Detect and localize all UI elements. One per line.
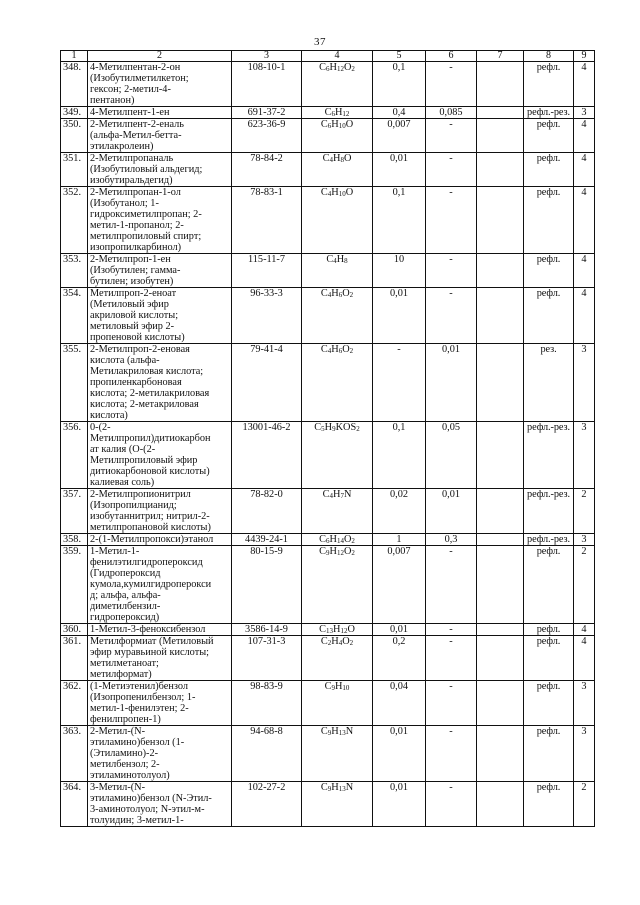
substance-name-line: кумола,кумилгидроперокси [90, 579, 212, 590]
chemical-formula: $C_6H_{14}O_2$ [302, 534, 373, 546]
value-col-8: рефл.-рез. [524, 107, 574, 119]
cas-number: 691-37-2 [232, 107, 302, 119]
value-col-7 [477, 254, 524, 288]
value-col-7 [477, 681, 524, 726]
substance-name-line: фенилпропен-1) [90, 714, 161, 725]
col-header-3: 3 [232, 51, 302, 62]
value-col-9: 3 [574, 107, 595, 119]
substance-name-line: метилформат) [90, 669, 152, 680]
value-col-5: 0,4 [373, 107, 426, 119]
chemical-formula: $C_9H_{10}$ [302, 681, 373, 726]
col-header-8: 8 [524, 51, 574, 62]
cas-number: 107-31-3 [232, 636, 302, 681]
substance-name-line: 3-Метил-(N- [90, 782, 146, 793]
substance-name-line: 2-Метилпроп-2-еновая [90, 344, 190, 355]
substance-name-line: кислота; 2-метакриловая [90, 399, 199, 410]
substance-name-line: этиламинотолуол) [90, 770, 170, 781]
substance-name-line: (альфа-Метил-бетта- [90, 130, 182, 141]
value-col-5: 0,01 [373, 153, 426, 187]
value-col-6: - [426, 288, 477, 344]
value-col-9: 4 [574, 288, 595, 344]
substance-name-line: Метилпроп-2-еноат [90, 288, 177, 299]
chemical-formula: $C_9H_{13}N$ [302, 726, 373, 782]
substance-name-line: фенилэтилгидропероксид [90, 557, 203, 568]
table-row [61, 681, 595, 726]
cas-number: 13001-46-2 [232, 422, 302, 489]
cas-number: 102-27-2 [232, 782, 302, 827]
value-col-5: 0,2 [373, 636, 426, 681]
col-header-7: 7 [477, 51, 524, 62]
substance-name-line: (Метиловый эфир [90, 299, 169, 310]
substance-name-line: этилакролеин) [90, 141, 154, 152]
col-header-5: 5 [373, 51, 426, 62]
substance-name [88, 254, 232, 288]
cas-number: 78-82-0 [232, 489, 302, 534]
row-number: 358. [61, 534, 88, 546]
cas-number: 623-36-9 [232, 119, 302, 153]
value-col-8: рефл. [524, 681, 574, 726]
value-col-6: - [426, 681, 477, 726]
value-col-6: - [426, 624, 477, 636]
substance-name-line: толуидин; 3-метил-1- [90, 815, 184, 826]
value-col-6: - [426, 726, 477, 782]
row-number: 350. [61, 119, 88, 153]
value-col-8: рефл. [524, 288, 574, 344]
row-number: 363. [61, 726, 88, 782]
value-col-7 [477, 624, 524, 636]
cas-number: 3586-14-9 [232, 624, 302, 636]
chemical-formula: $C_{13}H_{12}O$ [302, 624, 373, 636]
value-col-5: 0,007 [373, 119, 426, 153]
value-col-8: рефл. [524, 254, 574, 288]
table-row [61, 624, 595, 636]
value-col-7 [477, 726, 524, 782]
value-col-8: рефл. [524, 624, 574, 636]
substance-name-line: 2-(1-Метилпропокси)этанол [90, 534, 214, 545]
row-number: 357. [61, 489, 88, 534]
page-number: 37 [314, 36, 326, 48]
substance-name-line: пентанон) [90, 95, 135, 106]
substance-name-line: диметилбензил- [90, 601, 161, 612]
value-col-9: 4 [574, 62, 595, 107]
col-header-1: 1 [61, 51, 88, 62]
chemical-formula: $C_5H_9KOS_2$ [302, 422, 373, 489]
row-number: 354. [61, 288, 88, 344]
value-col-9: 3 [574, 726, 595, 782]
substance-name [88, 422, 232, 489]
value-col-9: 2 [574, 546, 595, 624]
value-col-7 [477, 187, 524, 254]
substance-name-line: метилпропиловый спирт; [90, 231, 202, 242]
value-col-7 [477, 107, 524, 119]
substance-name [88, 636, 232, 681]
substance-name-line: (1-Метиэтенил)бензол [90, 681, 189, 692]
value-col-6: 0,3 [426, 534, 477, 546]
value-col-9: 4 [574, 119, 595, 153]
value-col-5: 0,007 [373, 546, 426, 624]
value-col-9: 2 [574, 489, 595, 534]
chemical-formula: $C_6H_{12}O_2$ [302, 62, 373, 107]
value-col-9: 2 [574, 782, 595, 827]
cas-number: 78-84-2 [232, 153, 302, 187]
value-col-5: 0,04 [373, 681, 426, 726]
value-col-6: - [426, 153, 477, 187]
substance-name-line: изопропилкарбинол) [90, 242, 182, 253]
substance-name-line: 2-Метилпропаналь [90, 153, 174, 164]
substance-name-line: (Изобутилметилкетон; [90, 73, 189, 84]
cas-number: 94-68-8 [232, 726, 302, 782]
row-number: 362. [61, 681, 88, 726]
value-col-9: 4 [574, 636, 595, 681]
substance-name-line: кислота) [90, 410, 128, 421]
table-row [61, 288, 595, 344]
substance-name [88, 546, 232, 624]
substance-name [88, 489, 232, 534]
substance-name-line: Метилпропил)дитиокарбон [90, 433, 211, 444]
value-col-6: 0,01 [426, 344, 477, 422]
cas-number: 108-10-1 [232, 62, 302, 107]
substance-name-line: (Гидропероксид [90, 568, 161, 579]
value-col-8: рефл.-рез. [524, 534, 574, 546]
substance-name-line: 2-Метилпропан-1-ол [90, 187, 181, 198]
table-row [61, 107, 595, 119]
table-row [61, 422, 595, 489]
chemical-formula: $C_4H_6O_2$ [302, 288, 373, 344]
substance-table [60, 50, 595, 827]
value-col-7 [477, 782, 524, 827]
substance-name [88, 681, 232, 726]
value-col-8: рефл.-рез. [524, 422, 574, 489]
row-number: 356. [61, 422, 88, 489]
value-col-6: - [426, 254, 477, 288]
substance-name-line: дитиокарбоновой кислоты) [90, 466, 210, 477]
value-col-5: 1 [373, 534, 426, 546]
substance-name [88, 726, 232, 782]
row-number: 360. [61, 624, 88, 636]
substance-name [88, 782, 232, 827]
substance-name [88, 534, 232, 546]
cas-number: 115-11-7 [232, 254, 302, 288]
table-row [61, 344, 595, 422]
row-number: 355. [61, 344, 88, 422]
row-number: 364. [61, 782, 88, 827]
substance-name [88, 153, 232, 187]
col-header-6: 6 [426, 51, 477, 62]
value-col-5: 0,1 [373, 422, 426, 489]
value-col-8: рефл. [524, 119, 574, 153]
cas-number: 96-33-3 [232, 288, 302, 344]
table-row [61, 489, 595, 534]
value-col-5: - [373, 344, 426, 422]
value-col-9: 3 [574, 422, 595, 489]
value-col-9: 3 [574, 681, 595, 726]
value-col-7 [477, 62, 524, 107]
substance-name-line: 3-аминотолуол; N-этил-м- [90, 804, 205, 815]
header-row [61, 51, 595, 62]
substance-name-line: 4-Метилпент-1-ен [90, 107, 170, 118]
substance-name-line: (Этиламино)-2- [90, 748, 159, 759]
table-body [61, 62, 595, 827]
value-col-9: 3 [574, 344, 595, 422]
substance-name-line: 0-(2- [90, 422, 111, 433]
value-col-7 [477, 422, 524, 489]
value-col-5: 0,01 [373, 782, 426, 827]
value-col-6: - [426, 636, 477, 681]
substance-name-line: 1-Метил-3-феноксибензол [90, 624, 206, 635]
substance-name [88, 624, 232, 636]
value-col-6: 0,085 [426, 107, 477, 119]
row-number: 352. [61, 187, 88, 254]
chemical-formula: $C_4H_7N$ [302, 489, 373, 534]
substance-name-line: 1-Метил-1- [90, 546, 140, 557]
substance-name-line: 2-Метилпропионитрил [90, 489, 191, 500]
chemical-formula: $C_4H_6O_2$ [302, 344, 373, 422]
value-col-9: 4 [574, 153, 595, 187]
substance-name-line: Метилакриловая кислота; [90, 366, 204, 377]
cas-number: 79-41-4 [232, 344, 302, 422]
row-number: 348. [61, 62, 88, 107]
value-col-8: рефл. [524, 636, 574, 681]
table-row [61, 726, 595, 782]
value-col-7 [477, 546, 524, 624]
value-col-7 [477, 344, 524, 422]
substance-name-line: бутилен; изобутен) [90, 276, 174, 287]
value-col-6: - [426, 62, 477, 107]
value-col-5: 0,01 [373, 288, 426, 344]
substance-name-line: (Изопропилцианид; [90, 500, 177, 511]
substance-name-line: гидропероксид) [90, 612, 160, 623]
substance-name-line: этиламино)бензол (N-Этил- [90, 793, 212, 804]
col-header-2: 2 [88, 51, 232, 62]
table-row [61, 534, 595, 546]
value-col-9: 4 [574, 254, 595, 288]
substance-name-line: этиламино)бензол (1- [90, 737, 185, 748]
value-col-8: рефл. [524, 153, 574, 187]
col-header-9: 9 [574, 51, 595, 62]
substance-name-line: (Изобутилен; гамма- [90, 265, 181, 276]
substance-name-line: кислота (альфа- [90, 355, 160, 366]
table-row [61, 119, 595, 153]
substance-name-line: 2-Метилпроп-1-ен [90, 254, 171, 265]
table-row [61, 187, 595, 254]
value-col-7 [477, 119, 524, 153]
table-row [61, 636, 595, 681]
table-row [61, 546, 595, 624]
substance-name-line: д; альфа, альфа- [90, 590, 161, 601]
value-col-8: рефл. [524, 187, 574, 254]
value-col-6: - [426, 119, 477, 153]
substance-name-line: метиловый эфир 2- [90, 321, 175, 332]
value-col-5: 0,1 [373, 62, 426, 107]
substance-name [88, 344, 232, 422]
substance-name-line: метилметаноат; [90, 658, 159, 669]
value-col-8: рефл. [524, 726, 574, 782]
col-header-4: 4 [302, 51, 373, 62]
substance-name-line: эфир муравьиной кислоты; [90, 647, 209, 658]
substance-name-line: (Изобутанол; 1- [90, 198, 159, 209]
value-col-8: рефл. [524, 782, 574, 827]
cas-number: 4439-24-1 [232, 534, 302, 546]
substance-name [88, 288, 232, 344]
cas-number: 98-83-9 [232, 681, 302, 726]
value-col-5: 10 [373, 254, 426, 288]
value-col-5: 0,02 [373, 489, 426, 534]
substance-name-line: метилбензол; 2- [90, 759, 160, 770]
value-col-7 [477, 534, 524, 546]
table-row [61, 62, 595, 107]
substance-name-line: Метилпропиловый эфир [90, 455, 198, 466]
value-col-6: 0,01 [426, 489, 477, 534]
chemical-formula: $C_4H_{10}O$ [302, 187, 373, 254]
value-col-7 [477, 636, 524, 681]
substance-name-line: кислота; 2-метилакриловая [90, 388, 210, 399]
substance-name-line: 4-Метилпентан-2-он [90, 62, 181, 73]
row-number: 361. [61, 636, 88, 681]
value-col-8: рез. [524, 344, 574, 422]
cas-number: 80-15-9 [232, 546, 302, 624]
value-col-8: рефл.-рез. [524, 489, 574, 534]
table-row [61, 153, 595, 187]
value-col-7 [477, 153, 524, 187]
substance-name-line: 2-Метил-(N- [90, 726, 146, 737]
value-col-7 [477, 288, 524, 344]
chemical-formula: $C_4H_8O$ [302, 153, 373, 187]
row-number: 353. [61, 254, 88, 288]
substance-name-line: (Изопропенилбензол; 1- [90, 692, 196, 703]
value-col-5: 0,01 [373, 624, 426, 636]
substance-name [88, 119, 232, 153]
substance-name-line: изобутиральдегид) [90, 175, 173, 186]
substance-name-line: метилпропановой кислоты) [90, 522, 211, 533]
row-number: 351. [61, 153, 88, 187]
chemical-formula: $C_2H_4O_2$ [302, 636, 373, 681]
substance-name-line: пропиленкарбоновая [90, 377, 182, 388]
value-col-6: - [426, 782, 477, 827]
value-col-5: 0,01 [373, 726, 426, 782]
substance-name-line: акриловой кислоты; [90, 310, 179, 321]
substance-name-line: гидроксиметилпропан; 2- [90, 209, 202, 220]
value-col-7 [477, 489, 524, 534]
substance-name-line: ат калия (О-(2- [90, 444, 156, 455]
chemical-formula: $C_6H_{10}O$ [302, 119, 373, 153]
substance-name-line: метил-1-пропанол; 2- [90, 220, 184, 231]
substance-name-line: изобутаннитрил; нитрил-2- [90, 511, 210, 522]
substance-name [88, 187, 232, 254]
cas-number: 78-83-1 [232, 187, 302, 254]
substance-name-line: 2-Метилпент-2-еналь [90, 119, 184, 130]
value-col-9: 4 [574, 187, 595, 254]
chemical-formula: $C_4H_8$ [302, 254, 373, 288]
value-col-8: рефл. [524, 62, 574, 107]
chemical-formula: $C_9H_{12}O_2$ [302, 546, 373, 624]
value-col-5: 0,1 [373, 187, 426, 254]
value-col-9: 3 [574, 534, 595, 546]
table-row [61, 254, 595, 288]
substance-name-line: пропеновой кислоты) [90, 332, 185, 343]
value-col-6: - [426, 546, 477, 624]
substance-name [88, 62, 232, 107]
chemical-formula: $C_9H_{13}N$ [302, 782, 373, 827]
row-number: 349. [61, 107, 88, 119]
value-col-6: - [426, 187, 477, 254]
substance-name-line: (Изобутиловый альдегид; [90, 164, 203, 175]
value-col-8: рефл. [524, 546, 574, 624]
substance-name-line: гексон; 2-метил-4- [90, 84, 171, 95]
value-col-9: 4 [574, 624, 595, 636]
substance-name [88, 107, 232, 119]
chemical-formula: $C_6H_{12}$ [302, 107, 373, 119]
value-col-6: 0,05 [426, 422, 477, 489]
substance-name-line: метил-1-фенилэтен; 2- [90, 703, 189, 714]
row-number: 359. [61, 546, 88, 624]
substance-name-line: калиевая соль) [90, 477, 155, 488]
table-row [61, 782, 595, 827]
substance-name-line: Метилформиат (Метиловый [90, 636, 214, 647]
